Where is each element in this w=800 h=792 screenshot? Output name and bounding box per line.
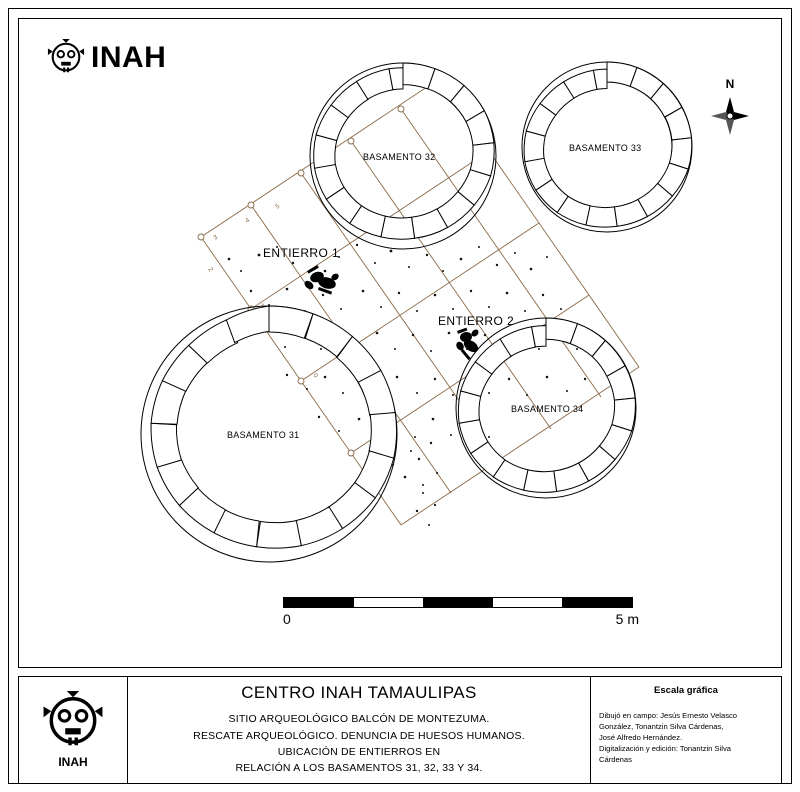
label-basamento-31: BASAMENTO 31 (227, 430, 300, 440)
inah-logo-header (47, 39, 166, 77)
inah-glyph-icon (47, 39, 85, 77)
map-scale-bar (283, 597, 639, 629)
scale-label-end: 5 m (615, 611, 639, 627)
drawing-subtitle-1: SITIO ARQUEOLÓGICO BALCÓN DE MONTEZUMA. (228, 713, 490, 726)
credit-line-1: Dibujó en campo: Jesús Ernesto Velasco (599, 711, 738, 720)
svg-text:3: 3 (212, 233, 220, 242)
scale-segment (354, 598, 424, 607)
scale-segment (493, 598, 563, 607)
svg-text:4: 4 (244, 216, 252, 225)
inah-glyph-icon (42, 691, 104, 753)
burial-1-remains (303, 265, 340, 295)
scale-heading: Escala gráfica (654, 685, 718, 696)
title-block (18, 676, 782, 784)
scale-bar-labels (283, 611, 639, 629)
drawing-subtitle-4: RELACIÓN A LOS BASAMENTOS 31, 32, 33 Y 34. (235, 762, 483, 775)
scale-label-start: 0 (283, 611, 291, 627)
scale-bar-segments (283, 597, 633, 608)
grid-tick-labels (206, 203, 319, 380)
drawing-subtitle-2: RESCATE ARQUEOLÓGICO. DENUNCIA DE HUESOS HUMANOS. (193, 729, 525, 742)
site-plan-drawing (19, 19, 781, 667)
compass-icon (707, 93, 753, 139)
map-frame (18, 18, 782, 668)
label-basamento-33: BASAMENTO 33 (569, 143, 642, 153)
credit-line-5: Cárdenas (599, 755, 632, 764)
drawing-subtitle-3: UBICACIÓN DE ENTIERROS EN (277, 746, 441, 758)
compass-north-label: N (725, 77, 735, 91)
title-block-credits-cell (590, 676, 782, 784)
scale-segment (424, 598, 494, 607)
scale-segment (563, 598, 632, 607)
title-block-logo-text: INAH (58, 755, 88, 769)
credit-line-2: González, Tonantzin Silva Cárdenas, (599, 722, 724, 731)
label-basamento-34: BASAMENTO 34 (511, 404, 584, 414)
drawing-title: CENTRO INAH TAMAULIPAS (241, 683, 477, 703)
svg-text:0: 0 (311, 372, 320, 380)
inah-logo-text: INAH (91, 41, 167, 74)
svg-text:1: 1 (257, 302, 266, 310)
scale-segment (284, 598, 354, 607)
label-entierro-2: ENTIERRO 2 (438, 314, 515, 328)
svg-text:2: 2 (206, 266, 215, 274)
svg-text:5: 5 (274, 202, 282, 211)
credits-block (599, 710, 773, 765)
burial-2-remains (455, 328, 481, 361)
label-entierro-1: ENTIERRO 1 (263, 246, 340, 260)
credit-line-3: José Alfredo Hernández. (599, 733, 683, 742)
title-block-logo-cell (18, 676, 128, 784)
compass-rose (707, 77, 753, 139)
title-block-text-cell (127, 676, 591, 784)
label-basamento-32: BASAMENTO 32 (363, 152, 436, 162)
credit-line-4: Digitalización y edición: Tonantzin Silva (599, 744, 731, 753)
